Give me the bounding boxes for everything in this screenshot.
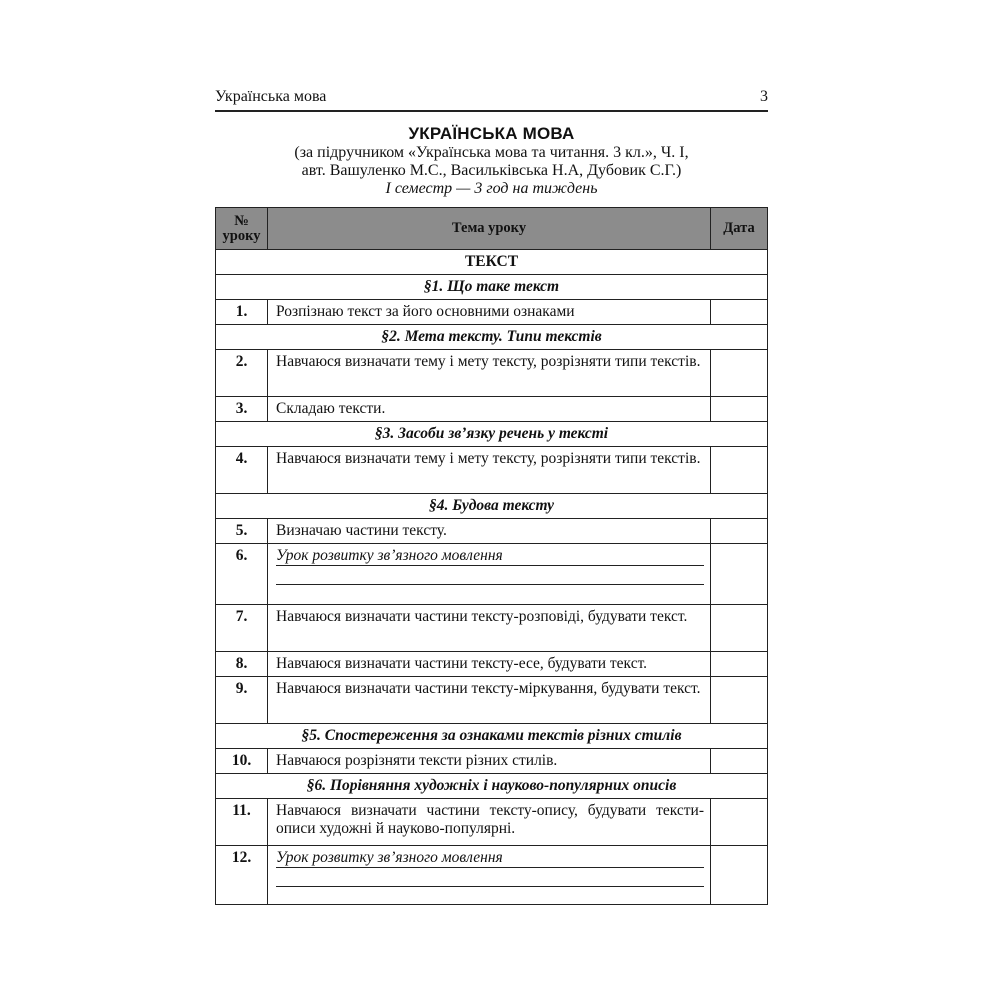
table-row bbox=[216, 447, 768, 494]
table-header-row bbox=[216, 208, 768, 250]
section-title: §3. Засоби зв’язку речень у тексті bbox=[216, 422, 768, 447]
page-header bbox=[215, 86, 768, 112]
table-row bbox=[216, 605, 768, 652]
lesson-number: 4. bbox=[216, 447, 268, 494]
section-title-main: ТЕКСТ bbox=[216, 250, 768, 275]
lesson-topic: Навчаюся визначати частини тексту-опису, будувати тексти-описи художні й науково-популярні. bbox=[268, 799, 711, 846]
textbook-line: (за підручником «Українська мова та читання. 3 кл.», Ч. І, bbox=[294, 144, 689, 161]
table-row bbox=[216, 677, 768, 724]
section-row bbox=[216, 774, 768, 799]
lesson-number: 2. bbox=[216, 350, 268, 397]
lesson-topic: Навчаюся розрізняти тексти різних стилів. bbox=[268, 749, 711, 774]
lesson-date-cell[interactable] bbox=[711, 652, 768, 677]
semester-line: І семестр — 3 год на тиждень bbox=[385, 180, 598, 197]
writing-line[interactable] bbox=[276, 868, 704, 887]
table-row bbox=[216, 544, 768, 605]
table-row bbox=[216, 749, 768, 774]
lesson-date-cell[interactable] bbox=[711, 350, 768, 397]
lesson-topic: Навчаюся визначати тему і мету тексту, розрізняти типи текстів. bbox=[268, 350, 711, 397]
running-title: Українська мова bbox=[215, 88, 327, 105]
lesson-number: 1. bbox=[216, 300, 268, 325]
section-title: §6. Порівняння художніх і науково-популярних описів bbox=[216, 774, 768, 799]
lesson-date-cell[interactable] bbox=[711, 397, 768, 422]
lesson-topic: Навчаюся визначати тему і мету тексту, розрізняти типи текстів. bbox=[268, 447, 711, 494]
lesson-date-cell[interactable] bbox=[711, 300, 768, 325]
table-row bbox=[216, 519, 768, 544]
lesson-topic: Урок розвитку зв’язного мовлення bbox=[276, 849, 704, 868]
section-title: §4. Будова тексту bbox=[216, 494, 768, 519]
table-row bbox=[216, 846, 768, 905]
lesson-topic: Навчаюся визначати частини тексту-есе, будувати текст. bbox=[268, 652, 711, 677]
lesson-number: 7. bbox=[216, 605, 268, 652]
lesson-number: 5. bbox=[216, 519, 268, 544]
authors-line: авт. Вашуленко М.С., Васильківська Н.А, Дубовик С.Г.) bbox=[301, 162, 682, 179]
lesson-date-cell[interactable] bbox=[711, 519, 768, 544]
lesson-topic: Урок розвитку зв’язного мовлення bbox=[276, 547, 704, 566]
lesson-date-cell[interactable] bbox=[711, 799, 768, 846]
lesson-number: 6. bbox=[216, 544, 268, 605]
lesson-topic: Розпізнаю текст за його основними ознаками bbox=[268, 300, 711, 325]
lesson-topic: Визначаю частини тексту. bbox=[268, 519, 711, 544]
lesson-date-cell[interactable] bbox=[711, 677, 768, 724]
page-number: 3 bbox=[760, 88, 768, 105]
section-row bbox=[216, 275, 768, 300]
lesson-topic-writing bbox=[268, 846, 711, 905]
lesson-number: 8. bbox=[216, 652, 268, 677]
lesson-date-cell[interactable] bbox=[711, 447, 768, 494]
section-title: §2. Мета тексту. Типи текстів bbox=[216, 325, 768, 350]
header-date: Дата bbox=[711, 208, 768, 250]
section-row bbox=[216, 494, 768, 519]
lesson-number: 12. bbox=[216, 846, 268, 905]
table-row bbox=[216, 350, 768, 397]
table-row bbox=[216, 799, 768, 846]
table-row bbox=[216, 397, 768, 422]
lesson-topic: Навчаюся визначати частини тексту-міркування, будувати текст. bbox=[268, 677, 711, 724]
writing-line[interactable] bbox=[276, 566, 704, 585]
lesson-number: 10. bbox=[216, 749, 268, 774]
title-block bbox=[215, 124, 768, 198]
lesson-topic: Складаю тексти. bbox=[268, 397, 711, 422]
lesson-topic: Навчаюся визначати частини тексту-розповіді, будувати текст. bbox=[268, 605, 711, 652]
lesson-plan-table bbox=[215, 207, 768, 905]
table-row bbox=[216, 652, 768, 677]
lesson-date-cell[interactable] bbox=[711, 605, 768, 652]
section-row bbox=[216, 724, 768, 749]
section-title: §1. Що таке текст bbox=[216, 275, 768, 300]
header-lesson-number: № уроку bbox=[216, 208, 268, 250]
lesson-date-cell[interactable] bbox=[711, 749, 768, 774]
section-row bbox=[216, 250, 768, 275]
lesson-date-cell[interactable] bbox=[711, 544, 768, 605]
document-title: УКРАЇНСЬКА МОВА bbox=[408, 124, 575, 143]
section-row bbox=[216, 325, 768, 350]
lesson-number: 3. bbox=[216, 397, 268, 422]
lesson-topic-writing bbox=[268, 544, 711, 605]
lesson-number: 11. bbox=[216, 799, 268, 846]
section-title: §5. Спостереження за ознаками текстів різних стилів bbox=[216, 724, 768, 749]
header-topic: Тема уроку bbox=[268, 208, 711, 250]
lesson-date-cell[interactable] bbox=[711, 846, 768, 905]
table-row bbox=[216, 300, 768, 325]
lesson-number: 9. bbox=[216, 677, 268, 724]
section-row bbox=[216, 422, 768, 447]
